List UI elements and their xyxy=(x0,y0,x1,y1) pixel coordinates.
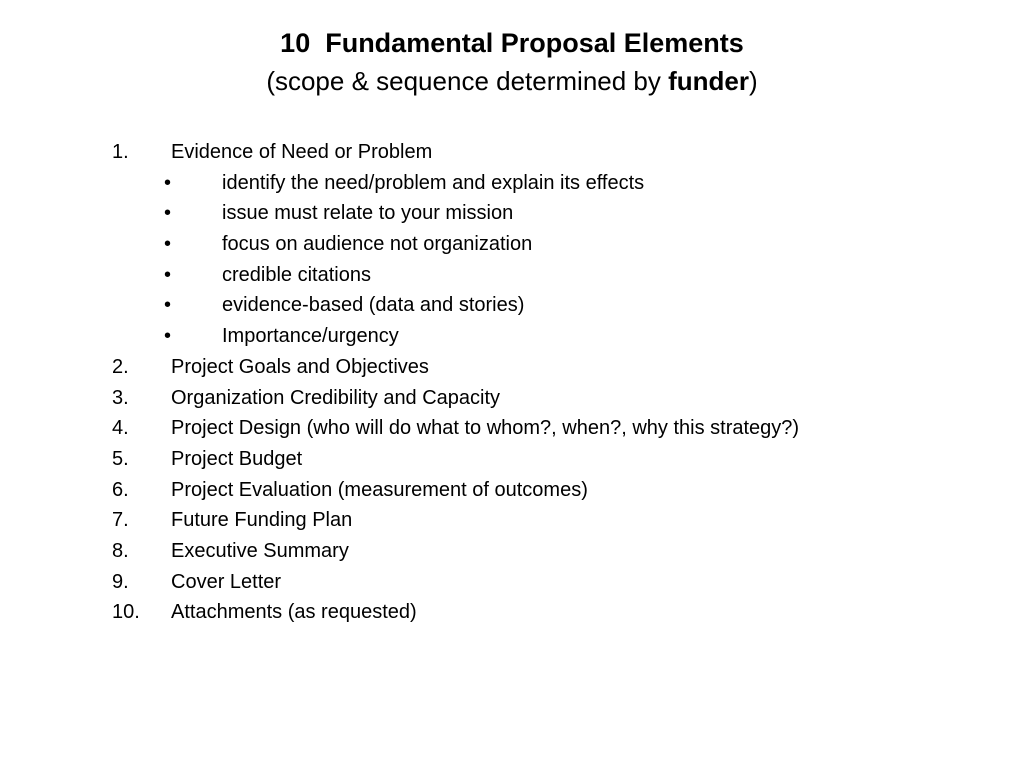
item-label: Project Evaluation (measurement of outcomes) xyxy=(171,478,588,501)
bullet-icon: • xyxy=(164,171,172,194)
item-number: 10. xyxy=(112,601,140,624)
item-label: Project Goals and Objectives xyxy=(171,355,429,378)
list-item xyxy=(112,567,992,598)
item-label: Cover Letter xyxy=(171,570,282,593)
bullet-icon: • xyxy=(164,294,172,317)
bullet-icon: • xyxy=(164,325,172,348)
sub-list-item xyxy=(112,229,992,260)
item-number: 1. xyxy=(112,141,129,163)
bullet-icon: • xyxy=(164,263,172,286)
sub-item-label: Importance/urgency xyxy=(222,325,399,348)
item-number: 6. xyxy=(112,478,129,501)
list-item xyxy=(112,475,992,506)
list-item xyxy=(112,536,992,567)
item-number: 9. xyxy=(112,570,129,593)
subtitle-suffix: ) xyxy=(749,66,758,96)
subtitle-emphasis: funder xyxy=(668,66,749,96)
elements-list xyxy=(112,137,992,628)
sub-list-item xyxy=(112,321,992,352)
item-label: Evidence of Need or Problem xyxy=(171,141,433,163)
sub-item-label: issue must relate to your mission xyxy=(222,202,514,225)
title-subtitle xyxy=(0,62,1024,100)
title-main: 10 Fundamental Proposal Elements xyxy=(280,28,744,58)
item-number: 2. xyxy=(112,355,129,378)
item-number: 4. xyxy=(112,417,129,440)
list-item xyxy=(112,137,992,168)
item-label: Project Budget xyxy=(171,447,303,470)
item-label: Project Design (who will do what to whom?, when?, why this strategy?) xyxy=(171,417,800,440)
item-number: 5. xyxy=(112,447,129,470)
list-item xyxy=(112,383,992,414)
sub-item-label: evidence-based (data and stories) xyxy=(222,294,525,317)
slide-title xyxy=(0,24,1024,100)
item-number: 7. xyxy=(112,509,129,532)
list-item xyxy=(112,413,992,444)
item-label: Executive Summary xyxy=(171,539,349,562)
bullet-icon: • xyxy=(164,233,172,256)
sub-list-item xyxy=(112,198,992,229)
list-item xyxy=(112,444,992,475)
item-label: Attachments (as requested) xyxy=(171,601,417,624)
subtitle-prefix: (scope & sequence determined by xyxy=(266,66,669,96)
item-number: 8. xyxy=(112,539,129,562)
list-item xyxy=(112,597,992,628)
bullet-icon: • xyxy=(164,202,172,225)
sub-list-item xyxy=(112,260,992,291)
list-item xyxy=(112,505,992,536)
sub-list-item xyxy=(112,168,992,199)
sub-item-label: credible citations xyxy=(222,263,371,286)
sub-item-label: focus on audience not organization xyxy=(222,233,533,256)
item-label: Future Funding Plan xyxy=(171,509,353,532)
list-item xyxy=(112,352,992,383)
sub-list-item xyxy=(112,290,992,321)
item-number: 3. xyxy=(112,386,129,409)
item-label: Organization Credibility and Capacity xyxy=(171,386,501,409)
sub-item-label: identify the need/problem and explain its effects xyxy=(222,171,645,194)
